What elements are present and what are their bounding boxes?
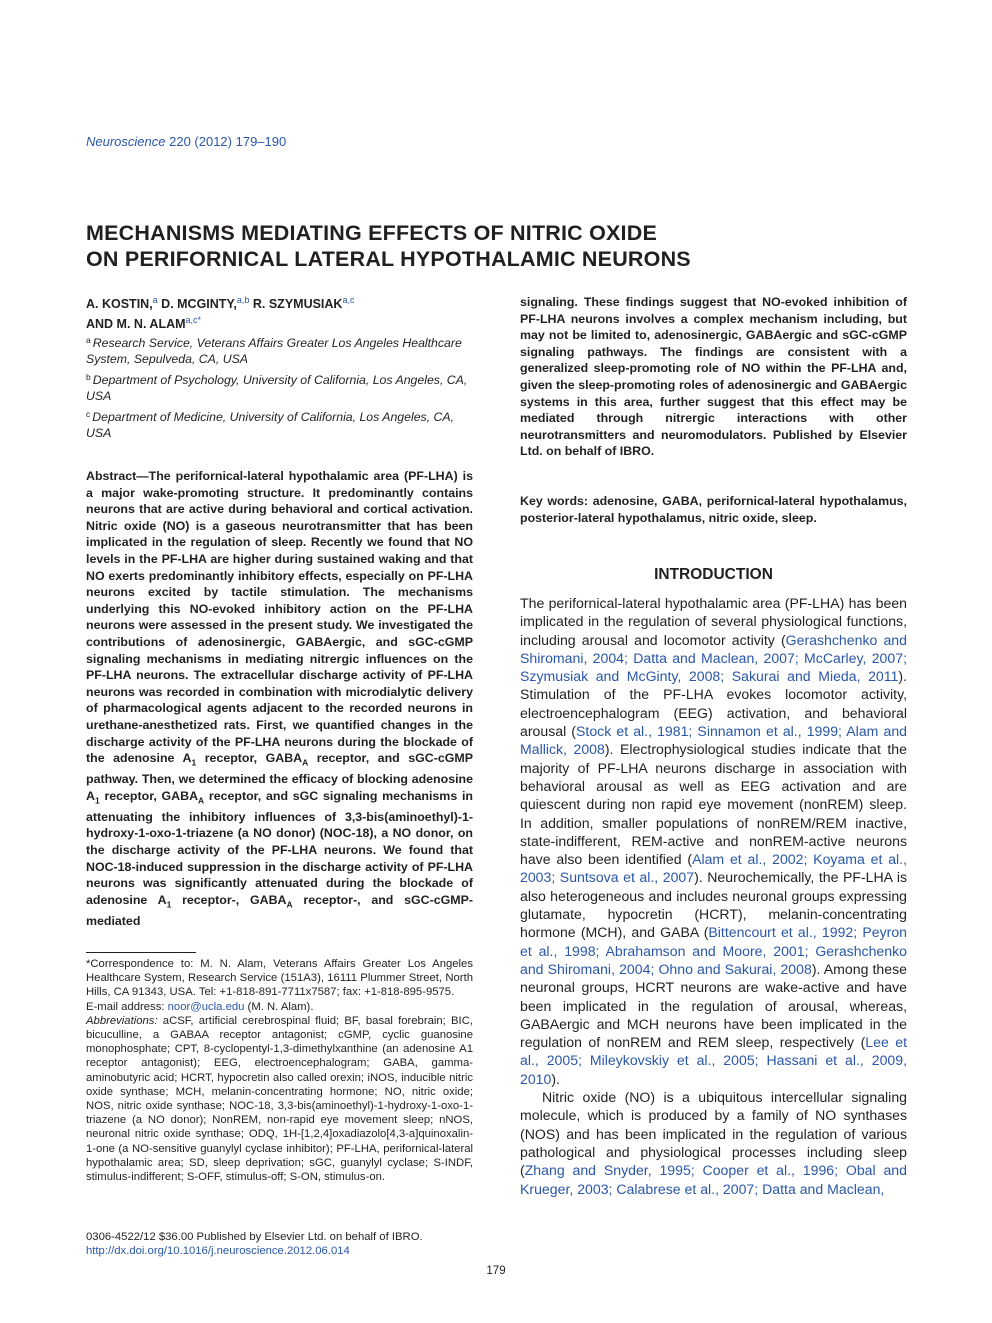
affiliation-a xyxy=(86,332,476,367)
subscript: 1 xyxy=(191,757,197,768)
correspondence-note: *Correspondence to: M. N. Alam, Veterans Affairs Greater Los Angeles Healthcare System, Research Service (151A3), 16111 Plummer Street, North Hills, CA 91343, USA. Tel: +1-818-891-7711x7587; fax: +1-818-895-9575. xyxy=(86,958,473,999)
subscript: 1 xyxy=(166,899,172,910)
abstract-text: Abstract—The perifornical-lateral hypothalamic area (PF-LHA) is a major wake-promoting structure. It predominantly contains neurons that are active during behavioral and cortical activation. Nitric oxide (NO) is a gaseous neurotransmitter that has been implicated in the regulation of sleep. Recently we found that NO levels in the PF-LHA are higher during sustained waking and that NO exerts predominantly inhibitory effects, especially on PF-LHA neurons excited by tactile stimulation. The mechanisms underlying this NO-evoked inhibitory action on the PF-LHA neurons were assessed in the present study. We investigated the contributions of adenosinergic, GABAergic, and sGC-cGMP signaling mechanisms in mediating nitrergic influences on the PF-LHA neurons. The extracellular discharge activity of PF-LHA neurons was recorded in combination with microdialytic delivery of pharmacological agents adjacent to the recorded neurons in urethane-anesthetized rats. First, we quantified changes in the discharge activity of the PF-LHA neurons during the blockade of the adenosine A xyxy=(86,469,473,766)
email-suffix: (M. N. Alam). xyxy=(244,1000,314,1013)
paragraph-text: The perifornical-lateral hypothalamic area (PF-LHA) has been implicated in the regulation of several physiological functions, including arousal and locomotor activity ( xyxy=(520,595,907,648)
abbreviations-label: Abbreviations: xyxy=(86,1014,158,1027)
journal-citation: 220 (2012) 179–190 xyxy=(165,134,287,149)
affiliation-label: b xyxy=(86,372,91,382)
paragraph-text: ). Among these neuronal groups, HCRT neurons are wake-active and have been implicated in the regulation of arousal, whereas, GABAergic and MCH neurons have been implicated in the regulation of nonREM and REM sleep, respectively ( xyxy=(520,960,907,1051)
author-affiliation-mark[interactable]: a,c* xyxy=(185,315,202,326)
doi-link[interactable]: http://dx.doi.org/10.1016/j.neuroscience.2012.06.014 xyxy=(86,1245,350,1257)
author-name: D. MCGINTY, xyxy=(161,297,237,312)
author-name: AND M. N. ALAM xyxy=(86,317,186,332)
citation-link[interactable]: Lee et al., 2005; Mileykovskiy et al., 2005; Hassani et al., 2009, 2010 xyxy=(520,1034,907,1087)
abbreviations-text: aCSF, artificial cerebrospinal fluid; BF, basal forebrain; BIC, bicuculline, a GABAA receptor antagonist; cGMP, cyclic guanosine monophosphate; CPT, 8-cyclopentyl-1,3-dimethylxanthine (an adenosine A1 receptor antagonist); EEG, electroencephalogram; GABA, gamma-aminobutyric acid; HCRT, hypocretin also called orexin; iNOS, inducible nitric oxide synthase; MCH, melanin-concentrating hormone; NO, nitric oxide; NOS, nitric oxide synthase; NOC-18, 3,3-bis(aminoethyl)-1-hydroxy-1-oxo-1-triazene (a NO donor); NonREM, non-rapid eye movement sleep; nNOS, neuronal nitric oxide synthase; ODQ, 1H-[1,2,4]oxadiazolo[4,3-a]quinoxalin-1-one (a NO-sensitive guanylyl cyclase inhibitor); PF-LHA, perifornical-lateral hypothalamic area; SD, sleep deprivation; sGC, guanylyl cyclase; S-INDF, stimulus-indifferent; S-OFF, stimulus-off; S-ON, stimulus-on. xyxy=(86,1014,473,1184)
email-label: E-mail address: xyxy=(86,1000,168,1013)
journal-reference[interactable] xyxy=(86,134,286,149)
affiliation-label: a xyxy=(86,335,91,345)
subscript: A xyxy=(286,899,293,910)
paragraph-text: ). Stimulation of the PF-LHA evokes locomotor activity, electroencephalogram (EEG) activation, and behavioral arousal ( xyxy=(520,668,907,740)
issn-line: 0306-4522/12 $36.00 Published by Elsevier Ltd. on behalf of IBRO. xyxy=(86,1231,423,1243)
abstract-continuation: signaling. These findings suggest that NO-evoked inhibition of PF-LHA neurons involves a complex mechanism including, but may not be limited to, adenosinergic, GABAergic and sGC-cGMP signaling pathways. The findings are consistent with a generalized sleep-promoting role of NO within the PF-LHA and, given the sleep-promoting roles of adenosinergic and GABAergic systems in this area, further suggest that this effect may be mediated through nitrergic interactions with other neurotransmitters and neuromodulators. Published by Elsevier Ltd. on behalf of IBRO. xyxy=(520,295,907,459)
paragraph-text: ). xyxy=(551,1070,560,1087)
introduction-body xyxy=(520,594,907,1198)
author-affiliation-mark[interactable]: a,c xyxy=(342,295,355,305)
title-line-2: ON PERIFORNICAL LATERAL HYPOTHALAMIC NEURONS xyxy=(86,247,691,271)
subscript: A xyxy=(198,795,205,806)
affiliation-text: Department of Medicine, University of California, Los Angeles, CA, USA xyxy=(86,410,455,440)
paragraph-text: ). Electrophysiological studies indicate that the majority of PF-LHA neurons discharge in association with behavioral arousal as well as EEG activation and are quiescent during non rapid eye movement (nonREM) sleep. In addition, smaller populations of nonREM/REM inactive, state-indifferent, REM-active and nonREM-active neurons have also been identified ( xyxy=(520,741,907,868)
email-link[interactable]: noor@ucla.edu xyxy=(167,1000,245,1013)
abstract-text: receptor, and sGC-cGMP pathway. Then, we determined the efficacy of blocking adenosine A xyxy=(86,751,473,803)
citation-link[interactable]: Gerashchenko and Shiromani, 2004; Datta and Maclean, 2007; McCarley, 2007; Szymusiak and McGinty, 2008; Sakurai and Mieda, 2011 xyxy=(520,631,907,685)
paragraph-text: Nitric oxide (NO) is a ubiquitous intercellular signaling molecule, which is produced by a family of NO synthases (NOS) and has been implicated in the regulation of various pathological and physiological processes including sleep ( xyxy=(520,1089,907,1179)
abbreviations-note xyxy=(86,1014,473,1184)
title-line-1: MECHANISMS MEDIATING EFFECTS OF NITRIC OXIDE xyxy=(86,221,657,245)
affiliation-b xyxy=(86,369,476,404)
citation-link[interactable]: Alam et al., 2002; Koyama et al., 2003; Suntsova et al., 2007 xyxy=(520,851,908,886)
citation-link[interactable]: Stock et al., 1981; Sinnamon et al., 1999; Alam and Mallick, 2008 xyxy=(520,723,907,758)
paragraph-text: ). Neurochemically, the PF-LHA is also heterogeneous and includes neuronal groups expressing glutamate, hypocretin (HCRT), melanin-concentrating hormone (MCH), and GABA ( xyxy=(520,869,907,941)
abstract-text: receptor, and sGC signaling mechanisms in attenuating the inhibitory influences of 3,3-bis(aminoethyl)-1-hydroxy-1-oxo-1-triazene (a NO donor) (NOC-18), a NO donor, on the discharge activity of the PF-LHA neurons. We found that NOC-18-induced suppression in the discharge activity of PF-LHA neurons was significantly attenuated during the blockade of adenosine A xyxy=(86,788,473,907)
journal-name: Neuroscience xyxy=(86,134,166,149)
subscript: 1 xyxy=(94,795,100,806)
author-affiliation-mark[interactable]: a,b xyxy=(236,295,250,305)
author-affiliation-mark[interactable]: a xyxy=(152,295,158,305)
affiliation-label: c xyxy=(86,409,91,419)
author-name: A. KOSTIN, xyxy=(86,297,153,312)
abstract-text: receptor, GABA xyxy=(196,751,303,766)
citation-link[interactable]: Bittencourt et al., 1992; Peyron et al., 1998; Abrahamson and Moore, 2001; Gerashchenko and Shiromani, 2004; Ohno and Sakurai, 2008 xyxy=(520,924,908,977)
publication-info xyxy=(86,1230,506,1258)
page-number: 179 xyxy=(486,1265,506,1277)
article-title xyxy=(86,220,786,272)
footnotes xyxy=(86,957,473,1184)
abstract-text: receptor-, and sGC-cGMP-mediated xyxy=(86,892,473,928)
affiliation-text: Research Service, Veterans Affairs Greater Los Angeles Healthcare System, Sepulveda, CA, USA xyxy=(86,336,462,366)
subscript: A xyxy=(302,757,309,768)
footnote-divider xyxy=(86,952,196,953)
author-list xyxy=(86,292,476,332)
paragraph xyxy=(520,1088,907,1198)
abstract-text: receptor, GABA xyxy=(99,788,199,803)
abstract xyxy=(86,468,473,929)
paragraph xyxy=(520,594,907,1088)
affiliation-c xyxy=(86,406,476,441)
citation-link[interactable]: Zhang and Snyder, 1995; Cooper et al., 1996; Obal and Krueger, 2003; Calabrese et al., 2007; Datta and Maclean, xyxy=(520,1162,907,1197)
keywords: Key words: adenosine, GABA, perifornical-lateral hypothalamus, posterior-lateral hypothalamus, nitric oxide, sleep. xyxy=(520,494,907,525)
section-heading-introduction: INTRODUCTION xyxy=(654,566,773,583)
abstract-text: receptor-, GABA xyxy=(171,892,287,907)
email-note xyxy=(86,1000,473,1014)
affiliation-text: Department of Psychology, University of California, Los Angeles, CA, USA xyxy=(86,373,468,403)
author-name: R. SZYMUSIAK xyxy=(252,297,343,312)
